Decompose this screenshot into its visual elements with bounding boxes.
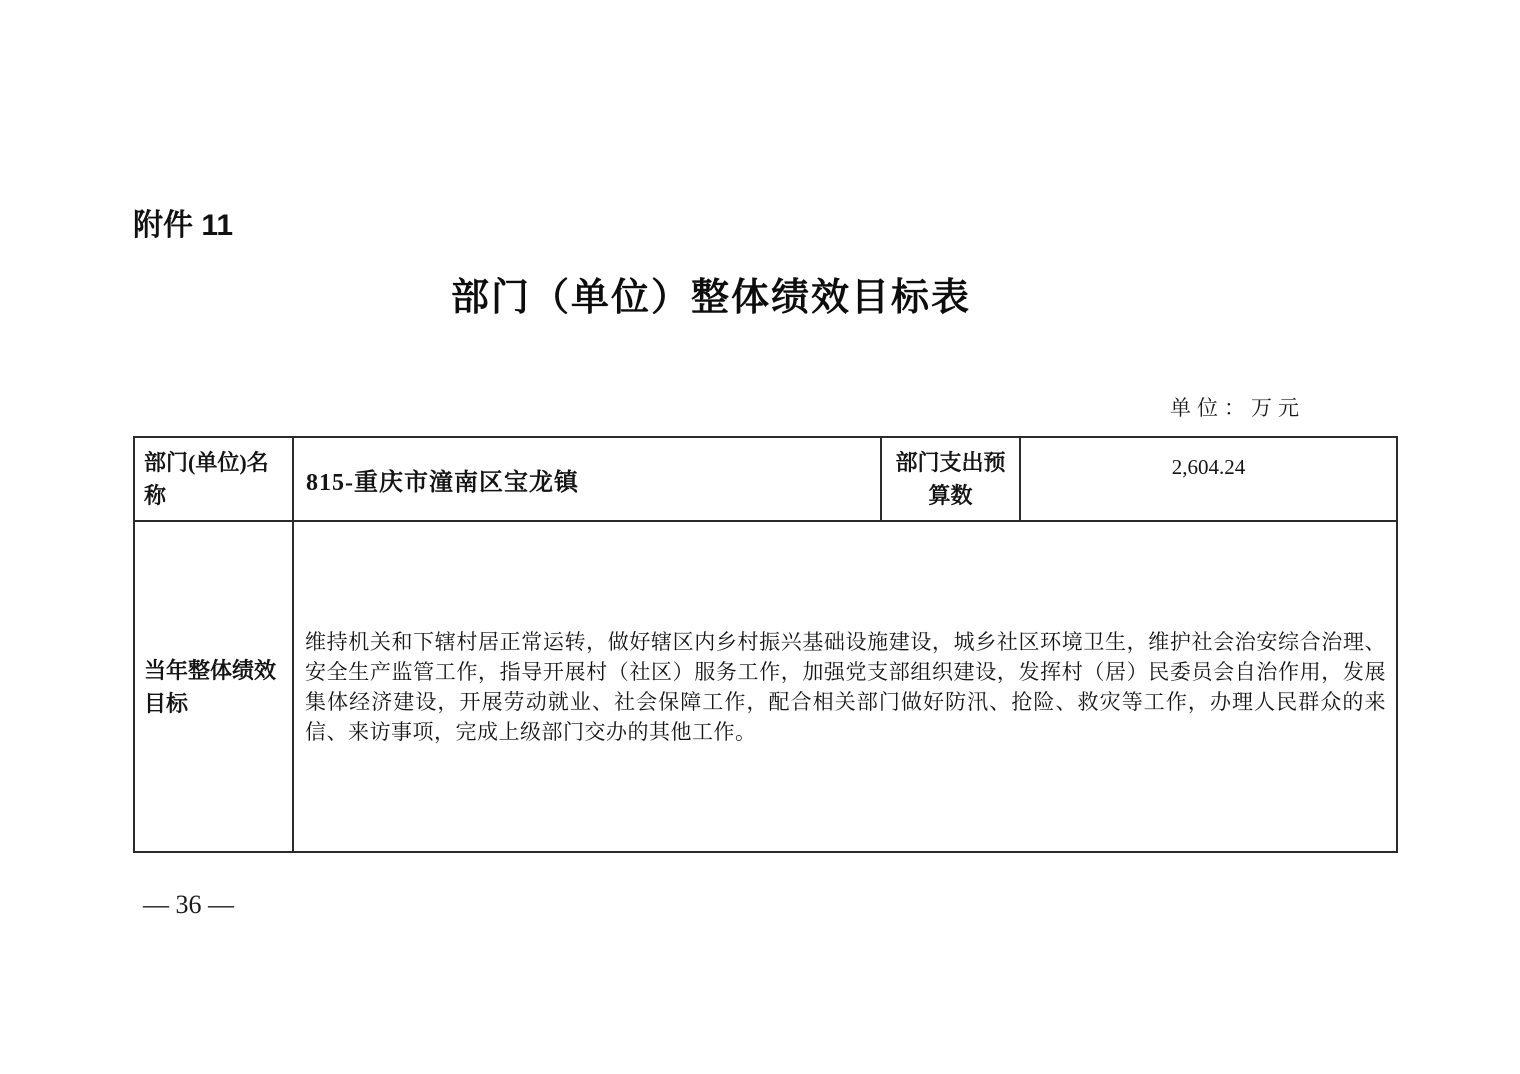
page-title: 部门（单位）整体绩效目标表 (450, 277, 971, 319)
table-row-goal (134, 521, 1397, 852)
budget-value-cell: 2,604.24 (1020, 437, 1397, 521)
table-row-department (134, 437, 1397, 521)
goal-label-cell: 当年整体绩效目标 (134, 521, 293, 852)
goal-text-cell: 维持机关和下辖村居正常运转，做好辖区内乡村振兴基础设施建设，城乡社区环境卫生，维护社会治安综合治理、安全生产监管工作，指导开展村（社区）服务工作，加强党支部组织建设，发挥村（居）民委员会自治作用，发展集体经济建设，开展劳动就业、社会保障工作，配合相关部门做好防汛、抢险、救灾等工作，办理人民群众的来信、来访事项，完成上级部门交办的其他工作。 (293, 521, 1397, 852)
budget-label-cell: 部门支出预算数 (881, 437, 1020, 521)
dept-name-value-cell: 815-重庆市潼南区宝龙镇 (293, 437, 881, 521)
attachment-label: 附件 11 (133, 209, 234, 242)
performance-target-table (133, 436, 1398, 853)
dept-name-label-cell: 部门(单位)名称 (134, 437, 293, 521)
page-number: — 36 — (143, 890, 234, 919)
unit-note: 单位：万元 (1170, 396, 1305, 420)
